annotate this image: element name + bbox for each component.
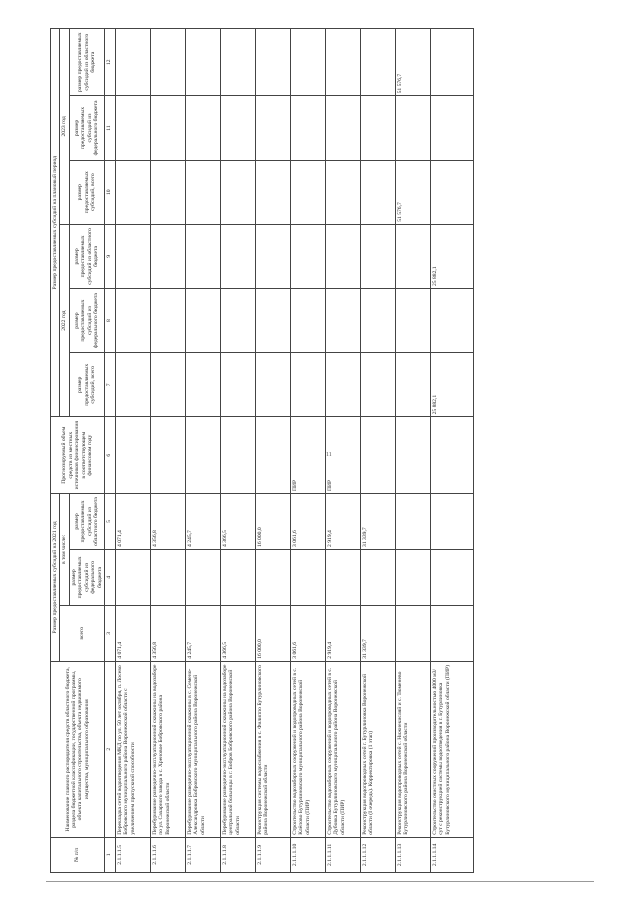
regional-2022 xyxy=(185,224,220,288)
total-2021: 3 061,6 xyxy=(290,605,325,661)
fed-2023 xyxy=(360,96,395,160)
regional-2022 xyxy=(360,224,395,288)
row-number: 2.1.1.1.9 xyxy=(255,837,290,872)
fed-2021 xyxy=(185,549,220,605)
local-forecast: ПИР xyxy=(325,417,360,494)
fed-2022 xyxy=(115,289,150,353)
total-2022 xyxy=(150,353,185,417)
local-forecast xyxy=(360,417,395,494)
fed-2023 xyxy=(395,96,430,160)
header-2023: 2023 год xyxy=(60,29,69,225)
fed-2022 xyxy=(185,289,220,353)
regional-2021: 16 000,0 xyxy=(255,494,290,550)
total-2022 xyxy=(395,353,430,417)
fed-2023 xyxy=(115,96,150,160)
local-forecast xyxy=(220,417,255,494)
fed-2023 xyxy=(290,96,325,160)
table-row xyxy=(325,29,360,873)
regional-2021: 4 245,7 xyxy=(185,494,220,550)
regional-2023 xyxy=(290,29,325,96)
header-2021-total: всего xyxy=(60,605,105,661)
column-number: 12 xyxy=(104,29,115,96)
total-2022 xyxy=(255,353,290,417)
table-row xyxy=(395,29,430,873)
fed-2022 xyxy=(430,289,473,353)
total-2022 xyxy=(290,353,325,417)
header-name: Наименование главного распорядителя средств областного бюджета, раздела бюджетной классификации, государственной программы, объекта капитального строительства, объекта недвижимого имущества, муниципального образования xyxy=(51,661,105,837)
header-2021-reg: размер предоставляемых субсидий из областного бюджета xyxy=(69,494,104,550)
header-2023-fed: размер предоставляемых субсидий из федерального бюджета xyxy=(69,96,104,160)
row-number: 2.1.1.1.11 xyxy=(325,837,360,872)
fed-2021 xyxy=(395,549,430,605)
header-2021-incl: в том числе: xyxy=(60,494,69,606)
regional-2023: 51 576,7 xyxy=(395,29,430,96)
local-forecast xyxy=(430,417,473,494)
row-number: 2.1.1.1.8 xyxy=(220,837,255,872)
column-number: 9 xyxy=(104,224,115,288)
regional-2023 xyxy=(185,29,220,96)
total-2023 xyxy=(185,160,220,224)
regional-2023 xyxy=(220,29,255,96)
table-row xyxy=(360,29,395,873)
fed-2021 xyxy=(220,549,255,605)
total-2021 xyxy=(395,605,430,661)
local-forecast xyxy=(185,417,220,494)
fed-2022 xyxy=(325,289,360,353)
regional-2022 xyxy=(325,224,360,288)
regional-2023 xyxy=(325,29,360,96)
column-number: 5 xyxy=(104,494,115,550)
table-row xyxy=(150,29,185,873)
object-name: Перекладка сетей водоотведения МКД по ул. 50 лет октября, п. Лосево Бобровского муниципального района Воронежской области с увеличением пропускной способности xyxy=(115,661,150,837)
total-2023 xyxy=(430,160,473,224)
total-2023 xyxy=(150,160,185,224)
fed-2023 xyxy=(185,96,220,160)
row-number: 2.1.1.1.12 xyxy=(360,837,395,872)
header-2022-fed: размер предоставляемых субсидий из федерального бюджета xyxy=(69,289,104,353)
total-2023 xyxy=(115,160,150,224)
column-number: 2 xyxy=(104,661,115,837)
fed-2022 xyxy=(290,289,325,353)
total-2023: 51 576,7 xyxy=(395,160,430,224)
total-2021: 4 245,7 xyxy=(185,605,220,661)
fed-2021 xyxy=(325,549,360,605)
total-2023 xyxy=(255,160,290,224)
header-number: № п/п xyxy=(51,837,105,872)
row-number: 2.1.1.1.10 xyxy=(290,837,325,872)
total-2021 xyxy=(430,605,473,661)
total-2022 xyxy=(360,353,395,417)
object-name: Перебуривание разведочно-эксплуатационной скважины на водозаборе по ул. Сахарного завода в с. Хреновое Бобровского района Воронежской области xyxy=(150,661,185,837)
local-forecast xyxy=(395,417,430,494)
regional-2021: 4 356,8 xyxy=(150,494,185,550)
table-row xyxy=(115,29,150,873)
header-2023-reg: размер предоставляемых субсидий из областного бюджета xyxy=(69,29,104,96)
regional-2021: 2 919,4 xyxy=(325,494,360,550)
column-number: 3 xyxy=(104,605,115,661)
table-row xyxy=(220,29,255,873)
regional-2022 xyxy=(395,224,430,288)
local-forecast: ПИР xyxy=(290,417,325,494)
regional-2022: 25 882,1 xyxy=(430,224,473,288)
object-name: Реконструкция водопроводных сетей с. Нижнекисляй и с. Тюменево Бутурлиновского района Воронежской области xyxy=(395,661,430,837)
total-2021: 4 366,5 xyxy=(220,605,255,661)
column-number: 6 xyxy=(104,417,115,494)
regional-2023 xyxy=(255,29,290,96)
local-forecast xyxy=(115,417,150,494)
header-2023-total: размер предоставляемых субсидий, всего xyxy=(69,160,104,224)
fed-2023 xyxy=(430,96,473,160)
table-row xyxy=(255,29,290,873)
object-name: Строительство очистных сооружений производительностью 4000 м3/сут с реконструкцией системы водоотведения в г. Бутурлиновка Бутурлиновского муниципального района Воронежской области (ПИР) xyxy=(430,661,473,837)
fed-2021 xyxy=(255,549,290,605)
fed-2021 xyxy=(360,549,395,605)
column-number-row xyxy=(104,29,115,873)
column-number: 1 xyxy=(104,837,115,872)
regional-2022 xyxy=(115,224,150,288)
column-number: 10 xyxy=(104,160,115,224)
row-number: 2.1.1.1.5 xyxy=(115,837,150,872)
total-2021: 4 071,4 xyxy=(115,605,150,661)
total-2023 xyxy=(290,160,325,224)
fed-2021 xyxy=(150,549,185,605)
regional-2021 xyxy=(430,494,473,550)
fed-2023 xyxy=(220,96,255,160)
header-2021: Размер предоставляемых субсидий на 2021 год xyxy=(51,494,60,662)
header-plan: Размер предоставляемых субсидий на плановый период xyxy=(51,29,60,417)
header-2022-total: размер предоставляемых субсидий, всего xyxy=(69,353,104,417)
subsidy-table xyxy=(50,28,474,873)
total-2023 xyxy=(325,160,360,224)
fed-2023 xyxy=(255,96,290,160)
column-number: 7 xyxy=(104,353,115,417)
fed-2021 xyxy=(430,549,473,605)
column-number: 11 xyxy=(104,96,115,160)
total-2023 xyxy=(220,160,255,224)
regional-2022 xyxy=(150,224,185,288)
total-2022 xyxy=(220,353,255,417)
regional-2023 xyxy=(150,29,185,96)
column-number: 4 xyxy=(104,549,115,605)
object-name: Реконструкция водопроводных сетей г. Бутурлиновка Воронежской области (I очередь). Корректировка (1 этап) xyxy=(360,661,395,837)
regional-2021: 4 366,5 xyxy=(220,494,255,550)
row-number: 2.1.1.1.7 xyxy=(185,837,220,872)
object-name: Реконструкция системы водоснабжения в с. Филиппо Бутурлиновского района Воронежской области xyxy=(255,661,290,837)
object-name: Перебуривание разведочно-эксплуатационной скважины на водозаборе центральной больницы в г. Бобров Бобровского района Воронежской области xyxy=(220,661,255,837)
regional-2021: 4 071,4 xyxy=(115,494,150,550)
regional-2022 xyxy=(255,224,290,288)
footer-rule xyxy=(46,881,594,882)
table-row xyxy=(290,29,325,873)
header-2022: 2022 год xyxy=(60,224,69,417)
table-row xyxy=(430,29,473,873)
regional-2023 xyxy=(115,29,150,96)
fed-2022 xyxy=(255,289,290,353)
local-forecast xyxy=(150,417,185,494)
regional-2022 xyxy=(290,224,325,288)
header-2021-fed: размер предоставляемых субсидий из федерального бюджета xyxy=(69,549,104,605)
total-2022 xyxy=(115,353,150,417)
local-forecast xyxy=(255,417,290,494)
row-number: 2.1.1.1.13 xyxy=(395,837,430,872)
fed-2023 xyxy=(150,96,185,160)
header-2022-reg: размер предоставляемых субсидий из областного бюджета xyxy=(69,224,104,288)
table-row xyxy=(185,29,220,873)
fed-2022 xyxy=(150,289,185,353)
total-2023 xyxy=(360,160,395,224)
fed-2022 xyxy=(395,289,430,353)
fed-2021 xyxy=(115,549,150,605)
regional-2021: 31 339,7 xyxy=(360,494,395,550)
row-number: 2.1.1.1.6 xyxy=(150,837,185,872)
regional-2021: 3 061,6 xyxy=(290,494,325,550)
total-2021: 31 339,7 xyxy=(360,605,395,661)
fed-2023 xyxy=(325,96,360,160)
object-name: Строительство водозаборных сооружений и водопроводных сетей в с. Клёпово Бутурлиновского муниципального района Воронежской области (ПИР) xyxy=(290,661,325,837)
fed-2021 xyxy=(290,549,325,605)
total-2021: 16 000,0 xyxy=(255,605,290,661)
page-number: 11 xyxy=(326,452,332,458)
regional-2021 xyxy=(395,494,430,550)
total-2021: 2 919,4 xyxy=(325,605,360,661)
total-2022: 25 882,1 xyxy=(430,353,473,417)
column-number: 8 xyxy=(104,289,115,353)
regional-2022 xyxy=(220,224,255,288)
object-name: Строительство водозаборных сооружений и водопроводных сетей в с. Дубовка Бутурлиновского муниципального района Воронежской области (ПИР) xyxy=(325,661,360,837)
rotated-page-content xyxy=(50,28,590,873)
total-2022 xyxy=(185,353,220,417)
header-forecast: Прогнозируемый объем средств из местных источников финансирования в соответствующем финансовом году xyxy=(51,417,105,494)
regional-2023 xyxy=(360,29,395,96)
total-2022 xyxy=(325,353,360,417)
fed-2022 xyxy=(220,289,255,353)
fed-2022 xyxy=(360,289,395,353)
row-number: 2.1.1.1.14 xyxy=(430,837,473,872)
object-name: Перебуривание разведочно-эксплуатационной скважины в с. Семено-Александровка Бобровского муниципального района Воронежской области xyxy=(185,661,220,837)
total-2021: 4 356,8 xyxy=(150,605,185,661)
regional-2023 xyxy=(430,29,473,96)
